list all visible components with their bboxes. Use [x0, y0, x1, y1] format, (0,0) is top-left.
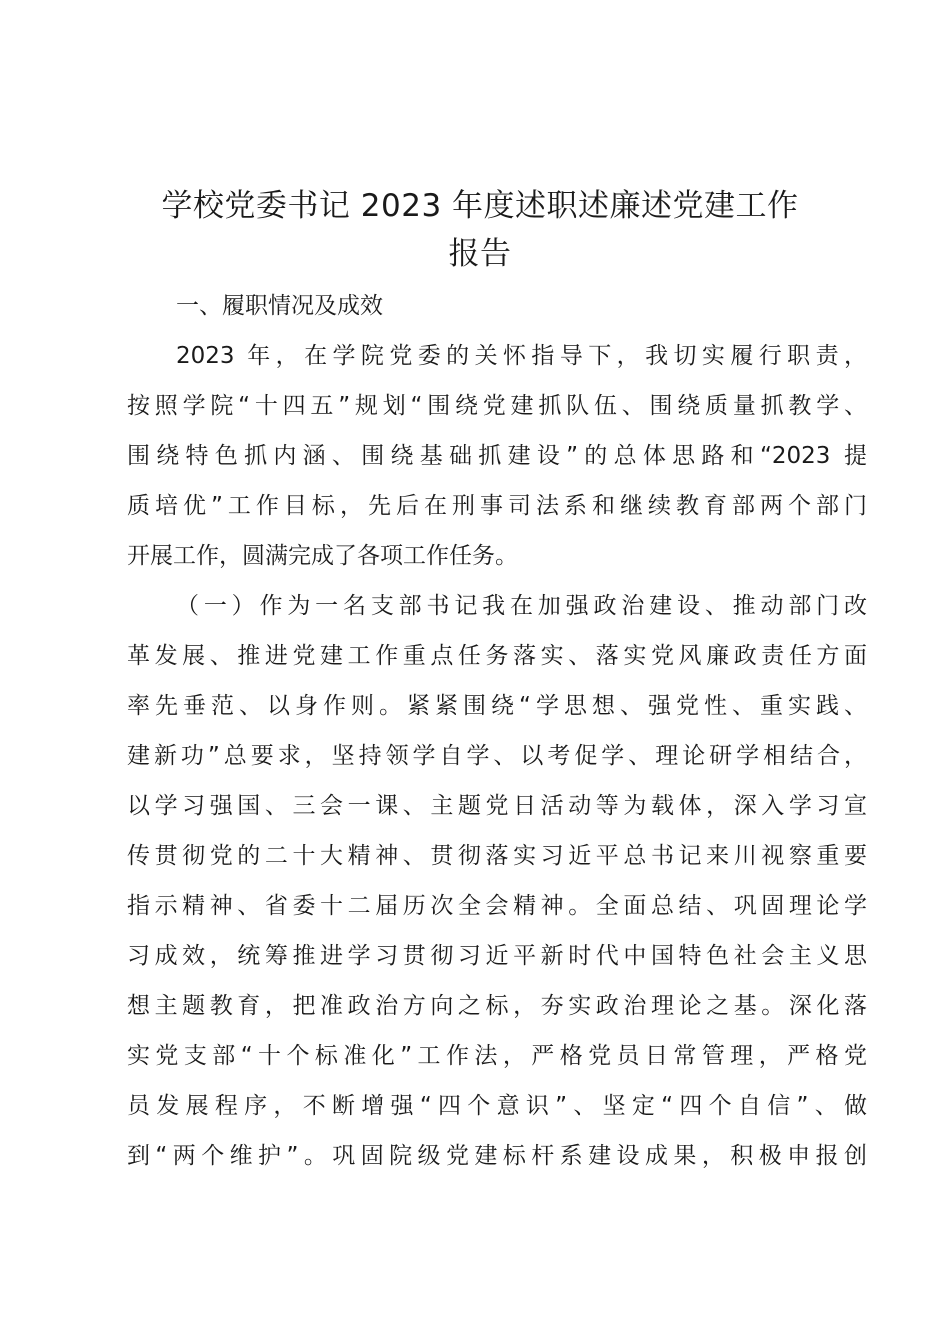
paragraph-line: （一）作为一名支部书记我在加强政治建设、推动部门改 — [176, 593, 867, 619]
paragraph-line: 以学习强国、三会一课、主题党日活动等为载体，深入学习宣 — [127, 793, 867, 819]
paragraph-line: 率先垂范、以身作则。紧紧围绕“学思想、强党性、重实践、 — [127, 693, 867, 719]
paragraph-line: 开展工作，圆满完成了各项工作任务。 — [127, 543, 518, 569]
paragraph-line: 习成效，统筹推进学习贯彻习近平新时代中国特色社会主义思 — [127, 943, 867, 969]
paragraph-line: 按照学院“十四五”规划“围绕党建抓队伍、围绕质量抓教学、 — [127, 393, 867, 419]
paragraph-line: 围绕特色抓内涵、围绕基础抓建设”的总体思路和“2023 提 — [127, 443, 867, 469]
title-line-1: 学校党委书记 2023 年度述职述廉述党建工作 — [161, 188, 799, 224]
paragraph-line: 建新功”总要求，坚持领学自学、以考促学、理论研学相结合， — [127, 743, 867, 769]
section-heading: 一、履职情况及成效 — [176, 293, 383, 319]
paragraph-1 — [127, 336, 867, 586]
paragraph-line: 传贯彻党的二十大精神、贯彻落实习近平总书记来川视察重要 — [127, 843, 867, 869]
paragraph-line: 员发展程序，不断增强“四个意识”、坚定“四个自信”、做 — [127, 1093, 867, 1119]
paragraph-line: 指示精神、省委十二届历次全会精神。全面总结、巩固理论学 — [127, 893, 867, 919]
title-line-2: 报告 — [448, 236, 512, 272]
document-title — [100, 182, 860, 278]
paragraph-2 — [127, 586, 867, 1186]
paragraph-line: 实党支部“十个标准化”工作法，严格党员日常管理，严格党 — [127, 1043, 867, 1069]
paragraph-line: 到“两个维护”。巩固院级党建标杆系建设成果，积极申报创 — [127, 1143, 867, 1169]
paragraph-line: 想主题教育，把准政治方向之标，夯实政治理论之基。深化落 — [127, 993, 867, 1019]
paragraph-line: 革发展、推进党建工作重点任务落实、落实党风廉政责任方面 — [127, 643, 867, 669]
document-body — [127, 336, 867, 1186]
paragraph-line: 质培优”工作目标，先后在刑事司法系和继续教育部两个部门 — [127, 493, 867, 519]
paragraph-line: 2023 年，在学院党委的关怀指导下，我切实履行职责， — [176, 343, 867, 369]
